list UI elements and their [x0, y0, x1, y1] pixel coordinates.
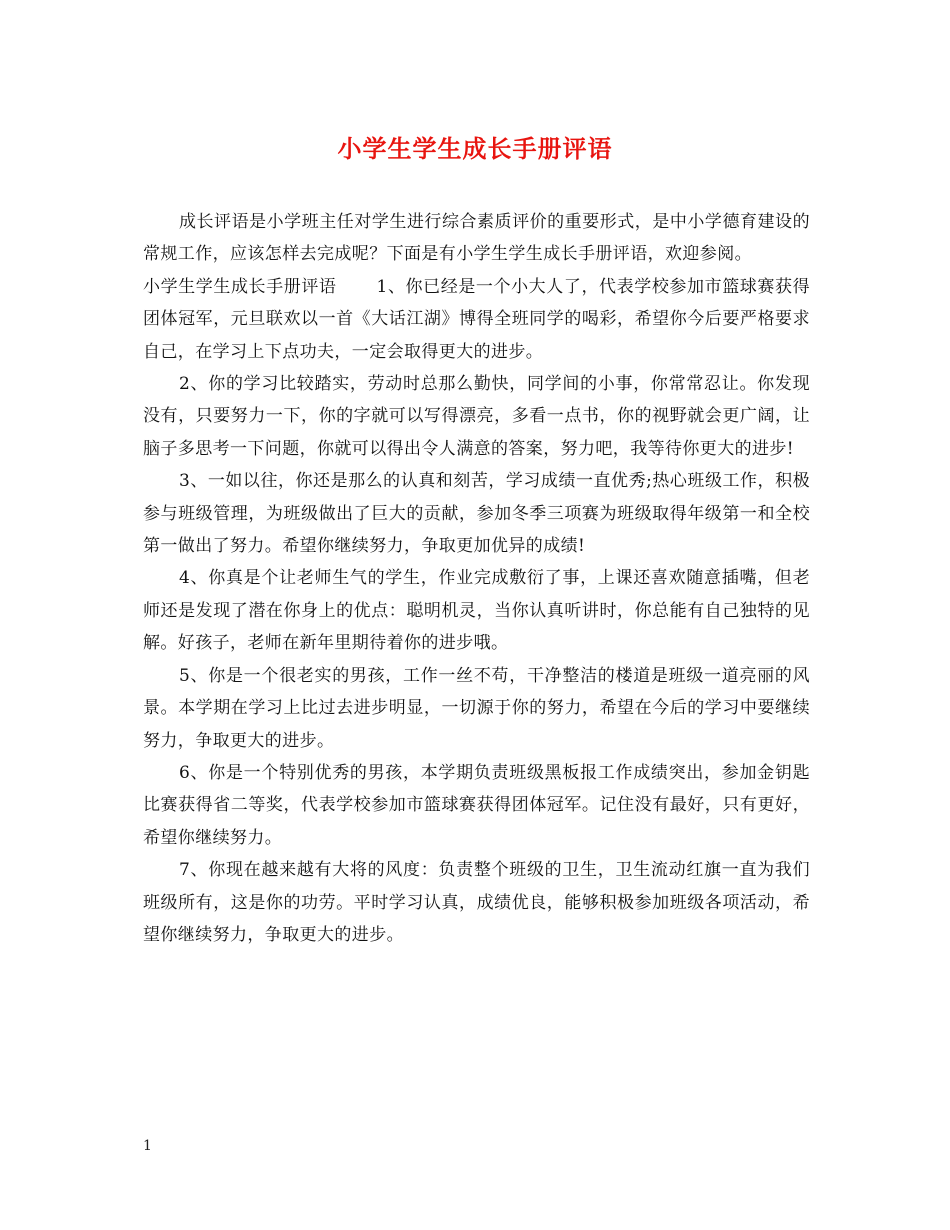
document-body [143, 206, 810, 951]
comment-paragraph-5: 5、你是一个很老实的男孩，工作一丝不苟，干净整洁的楼道是班级一道亮丽的风景。本学期在学习上比过去进步明显，一切源于你的努力，希望在今后的学习中要继续努力，争取更大的进步。 [143, 665, 810, 751]
subheading: 小学生学生成长手册评语 [143, 276, 337, 297]
comment-paragraph-4: 4、你真是个让老师生气的学生，作业完成敷衍了事，上课还喜欢随意插嘴，但老师还是发现了潜在你身上的优点：聪明机灵，当你认真听讲时，你总能有自己独特的见解。好孩子，老师在新年里期待着你的进步哦。 [143, 568, 810, 654]
comment-paragraph-1 [143, 271, 810, 368]
comment-paragraph-7: 7、你现在越来越有大将的风度：负责整个班级的卫生，卫生流动红旗一直为我们班级所有，这是你的功劳。平时学习认真，成绩优良，能够积极参加班级各项活动，希望你继续努力，争取更大的进步。 [143, 860, 810, 945]
comment-paragraph-6: 6、你是一个特别优秀的男孩，本学期负责班级黑板报工作成绩突出，参加金钥匙比赛获得省二等奖，代表学校参加市篮球赛获得团体冠军。记住没有最好，只有更好，希望你继续努力。 [143, 762, 810, 848]
page-number: 1 [143, 1138, 152, 1154]
intro-paragraph: 成长评语是小学班主任对学生进行综合素质评价的重要形式，是中小学德育建设的常规工作，应该怎样去完成呢？下面是有小学生学生成长手册评语，欢迎参阅。 [143, 212, 810, 265]
document-title: 小学生学生成长手册评语 [337, 135, 613, 163]
comment-text-1: 1、你已经是一个小大人了，代表学校参加市篮球赛获得团体冠军，元旦联欢以一首《大话江湖》博得全班同学的喝彩，希望你今后要严格要求自己，在学习上下点功夫，一定会取得更大的进步。 [143, 276, 810, 362]
comment-paragraph-3: 3、一如以往，你还是那么的认真和刻苦，学习成绩一直优秀;热心班级工作，积极参与班级管理，为班级做出了巨大的贡献，参加冬季三项赛为班级取得年级第一和全校第一做出了努力。希望你继续努力，争取更加优异的成绩! [143, 471, 810, 557]
comment-paragraph-2: 2、你的学习比较踏实，劳动时总那么勤快，同学间的小事，你常常忍让。你发现没有，只要努力一下，你的字就可以写得漂亮，多看一点书，你的视野就会更广阔，让脑子多思考一下问题，你就可以得出令人满意的答案，努力吧，我等待你更大的进步! [143, 374, 810, 459]
